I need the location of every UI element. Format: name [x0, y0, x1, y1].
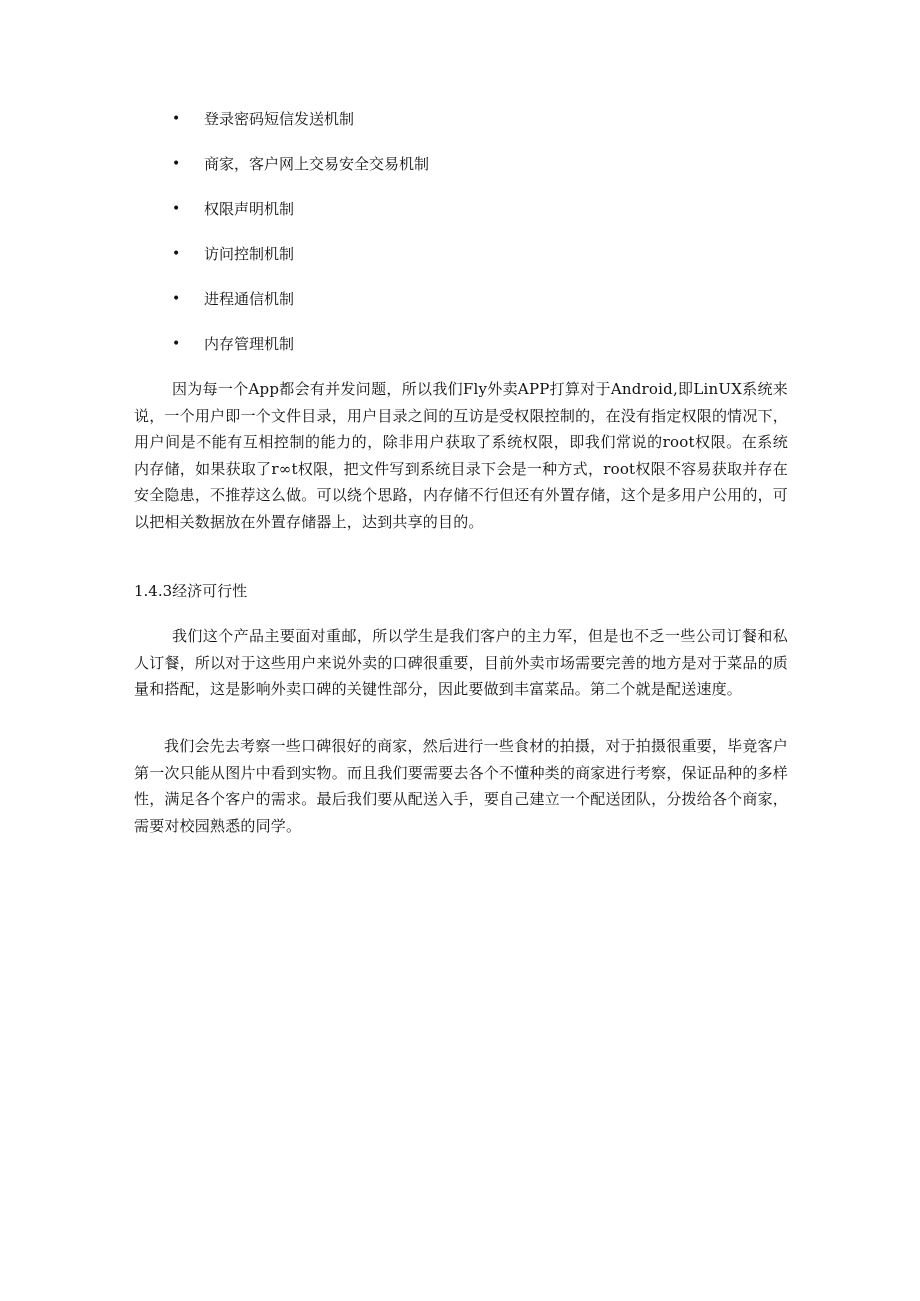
- list-item: [172, 196, 429, 241]
- paragraph-security: 因为每一个App都会有并发问题，所以我们Fly外卖APP打算对于Android,即LinUX系统来说，一个用户即一个文件目录，用户目录之间的互访是受权限控制的，在没有指定权限的情况下，用户间是不能有互相控制的能力的，除非用户获取了系统权限，即我们常说的root权限。在系统内存储，如果获取了r∞t权限，把文件写到系统目录下会是一种方式，root权限不容易获取并存在安全隐患，不推荐这么做。可以绕个思路，内存储不行但还有外置存储，这个是多用户公用的，可以把相关数据放在外置存储器上，达到共享的目的。: [134, 380, 788, 531]
- list-item-text: 登录密码短信发送机制: [204, 110, 355, 128]
- list-item: [172, 286, 429, 331]
- list-item: [172, 151, 429, 196]
- bullet-icon: •: [172, 201, 181, 217]
- mechanism-list: [172, 106, 429, 376]
- paragraph-economic: 我们这个产品主要面对重邮，所以学生是我们客户的主力军，但是也不乏一些公司订餐和私人订餐，所以对于这些用户来说外卖的口碑很重要，目前外卖市场需要完善的地方是对于菜品的质量和搭配，这是影响外卖口碑的关键性部分，因此要做到丰富菜品。第二个就是配送速度。: [134, 627, 788, 698]
- list-item: [172, 241, 429, 286]
- paragraph-plan: 我们会先去考察一些口碑很好的商家，然后进行一些食材的拍摄，对于拍摄很重要，毕竟客户第一次只能从图片中看到实物。而且我们要需要去各个不懂种类的商家进行考察，保证品种的多样性，满足各个客户的需求。最后我们要从配送入手，要自己建立一个配送团队，分拨给各个商家，需要对校园熟悉的同学。: [134, 737, 788, 835]
- list-item-text: 权限声明机制: [204, 200, 295, 218]
- bullet-icon: •: [172, 246, 181, 262]
- bullet-icon: •: [172, 156, 181, 172]
- bullet-icon: •: [172, 111, 181, 127]
- list-item: [172, 331, 429, 376]
- list-item-text: 访问控制机制: [204, 245, 295, 263]
- bullet-icon: •: [172, 291, 181, 307]
- list-item-text: 进程通信机制: [204, 290, 295, 308]
- section-heading: 1.4.3经济可行性: [134, 582, 248, 600]
- bullet-icon: •: [172, 336, 181, 352]
- list-item-text: 内存管理机制: [204, 335, 295, 353]
- list-item: [172, 106, 429, 151]
- list-item-text: 商家，客户网上交易安全交易机制: [204, 155, 430, 173]
